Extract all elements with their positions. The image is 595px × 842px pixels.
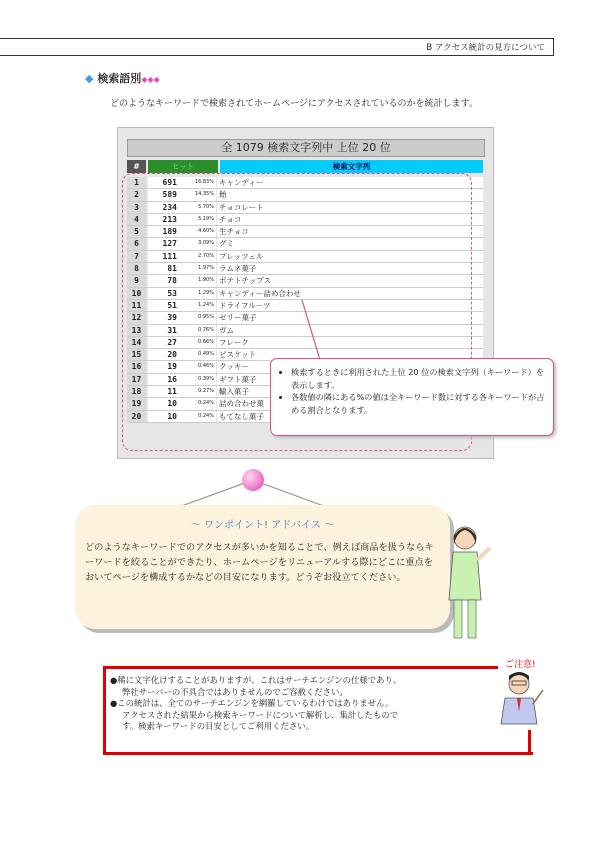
row-percent: 5.70% [180,202,216,213]
advice-body: どのようなキーワードでのアクセスが多いかを知ることで、例えば商品を扱うならキーワードを絞ることができたり、ホームページをリニューアルする際にどこに重点をおいてページを構成するかなどの目安になります。どうぞお役立てください。 [85,542,434,583]
row-percent: 1.29% [180,288,216,299]
callout-item: • 各数値の隣にある%の値は全キーワード数に対する各キーワードが占める割合となります。 [291,391,547,416]
row-percent: 0.24% [180,411,216,422]
row-number: 11 [127,300,146,311]
row-keyword: ビスケット [217,349,483,360]
row-keyword: クッキー [217,361,483,372]
woman-illustration-icon [445,520,495,645]
row-percent: 0.95% [180,312,216,323]
column-header-keyword: 検索文字列 [220,160,483,173]
row-percent: 14.35% [180,189,216,200]
advice-box [75,505,450,629]
header-bar [0,38,554,56]
row-keyword: キャンディー [217,177,483,188]
row-hit-count: 10 [148,411,180,422]
row-number: 18 [127,386,146,397]
row-keyword: ドライフルーツ [217,300,483,311]
row-percent: 1.24% [180,300,216,311]
row-percent: 0.76% [180,325,216,336]
row-percent: 0.24% [180,398,216,409]
row-percent: 0.66% [180,337,216,348]
row-keyword: グミ [217,238,483,249]
caution-line: 弊社サーバーの不具合ではありませんのでご容赦ください。 [122,686,348,697]
row-number: 1 [127,177,146,188]
row-keyword: ギフト菓子 [217,374,483,385]
row-number: 7 [127,251,146,262]
row-percent: 3.09% [180,238,216,249]
callout-item: • 検索するときに利用された上位 20 位の検索文字列（キーワード）を表示します。 [291,366,547,391]
row-percent: 4.60% [180,226,216,237]
row-hit-count: 81 [148,263,180,274]
explanation-callout [270,358,554,436]
row-hit-count: 51 [148,300,180,311]
row-keyword: チョコレート [217,202,483,213]
row-hit-count: 589 [148,189,180,200]
row-hit-count: 11 [148,386,180,397]
row-keyword: ガム [217,325,483,336]
row-hit-count: 234 [148,202,180,213]
caution-label: ご注意! [505,660,536,670]
row-percent: 2.70% [180,251,216,262]
row-hit-count: 31 [148,325,180,336]
column-header-number: # [127,160,146,173]
row-hit-count: 78 [148,275,180,286]
row-keyword: もてなし菓子 [217,411,483,422]
row-hit-count: 189 [148,226,180,237]
row-hit-count: 39 [148,312,180,323]
man-illustration-icon [497,668,545,726]
row-number: 8 [127,263,146,274]
row-percent: 0.46% [180,361,216,372]
advice-title: ～ ワンポイント! アドバイス ～ [190,520,335,531]
row-hit-count: 691 [148,177,180,188]
row-number: 10 [127,288,146,299]
diamond-trail-icon: ◆◆◆ [141,75,160,84]
row-number: 6 [127,238,146,249]
row-percent: 0.49% [180,349,216,360]
row-keyword: キャンディー詰め合わせ [217,288,483,299]
row-percent: 0.27% [180,386,216,397]
row-hit-count: 213 [148,214,180,225]
row-keyword: 詰め合わせ菓 [217,398,483,409]
table-title: 全 1079 検索文字列中 上位 20 位 [127,139,485,157]
row-number: 16 [127,361,146,372]
row-percent: 0.39% [180,374,216,385]
row-hit-count: 27 [148,337,180,348]
row-number: 4 [127,214,146,225]
row-number: 5 [127,226,146,237]
row-number: 14 [127,337,146,348]
row-keyword: ポテトチップス [217,275,483,286]
row-number: 9 [127,275,146,286]
row-number: 17 [127,374,146,385]
row-number: 2 [127,189,146,200]
column-header-hit: ヒット [148,160,218,173]
row-keyword: フレーク [217,337,483,348]
caution-line: ●この統計は、全てのサーチエンジンを網羅しているわけではありません。 [110,698,394,708]
pin-icon [242,469,264,491]
intro-text: どのようなキーワードで検索されてホームページにアクセスされているのかを統計します。 [110,99,478,109]
row-percent: 16.83% [180,177,216,188]
row-hit-count: 53 [148,288,180,299]
row-keyword: 生チョコ [217,226,483,237]
row-percent: 1.90% [180,275,216,286]
row-percent: 1.97% [180,263,216,274]
row-hit-count: 20 [148,349,180,360]
row-keyword: ラムネ菓子 [217,263,483,274]
row-number: 19 [127,398,146,409]
row-hit-count: 19 [148,361,180,372]
row-number: 13 [127,325,146,336]
row-hit-count: 10 [148,398,180,409]
row-number: 3 [127,202,146,213]
row-keyword: ゼリー菓子 [217,312,483,323]
row-keyword: チョコ [217,214,483,225]
row-hit-count: 16 [148,374,180,385]
row-number: 12 [127,312,146,323]
caution-line: す。検索キーワードの目安としてご利用ください。 [122,721,314,731]
row-keyword: プレッツェル [217,251,483,262]
diamond-icon: ◆ [85,72,94,85]
row-keyword: 飴 [217,189,483,200]
caution-text [110,675,505,733]
caution-line: ●稀に文字化けすることがありますが、これはサーチエンジンの仕様であり、 [110,675,402,685]
row-hit-count: 111 [148,251,180,262]
row-number: 15 [127,349,146,360]
row-number: 20 [127,411,146,422]
section-title [85,70,160,86]
header-title: B アクセス統計の見方について [426,43,545,53]
caution-right-border [528,730,531,755]
row-hit-count: 127 [148,238,180,249]
row-keyword: 輸入菓子 [217,386,483,397]
caution-line: アクセスされた結果から検索キーワードについて解析し、集計したもので [122,709,398,720]
row-percent: 5.19% [180,214,216,225]
section-title-text: 検索語別 [97,72,142,85]
